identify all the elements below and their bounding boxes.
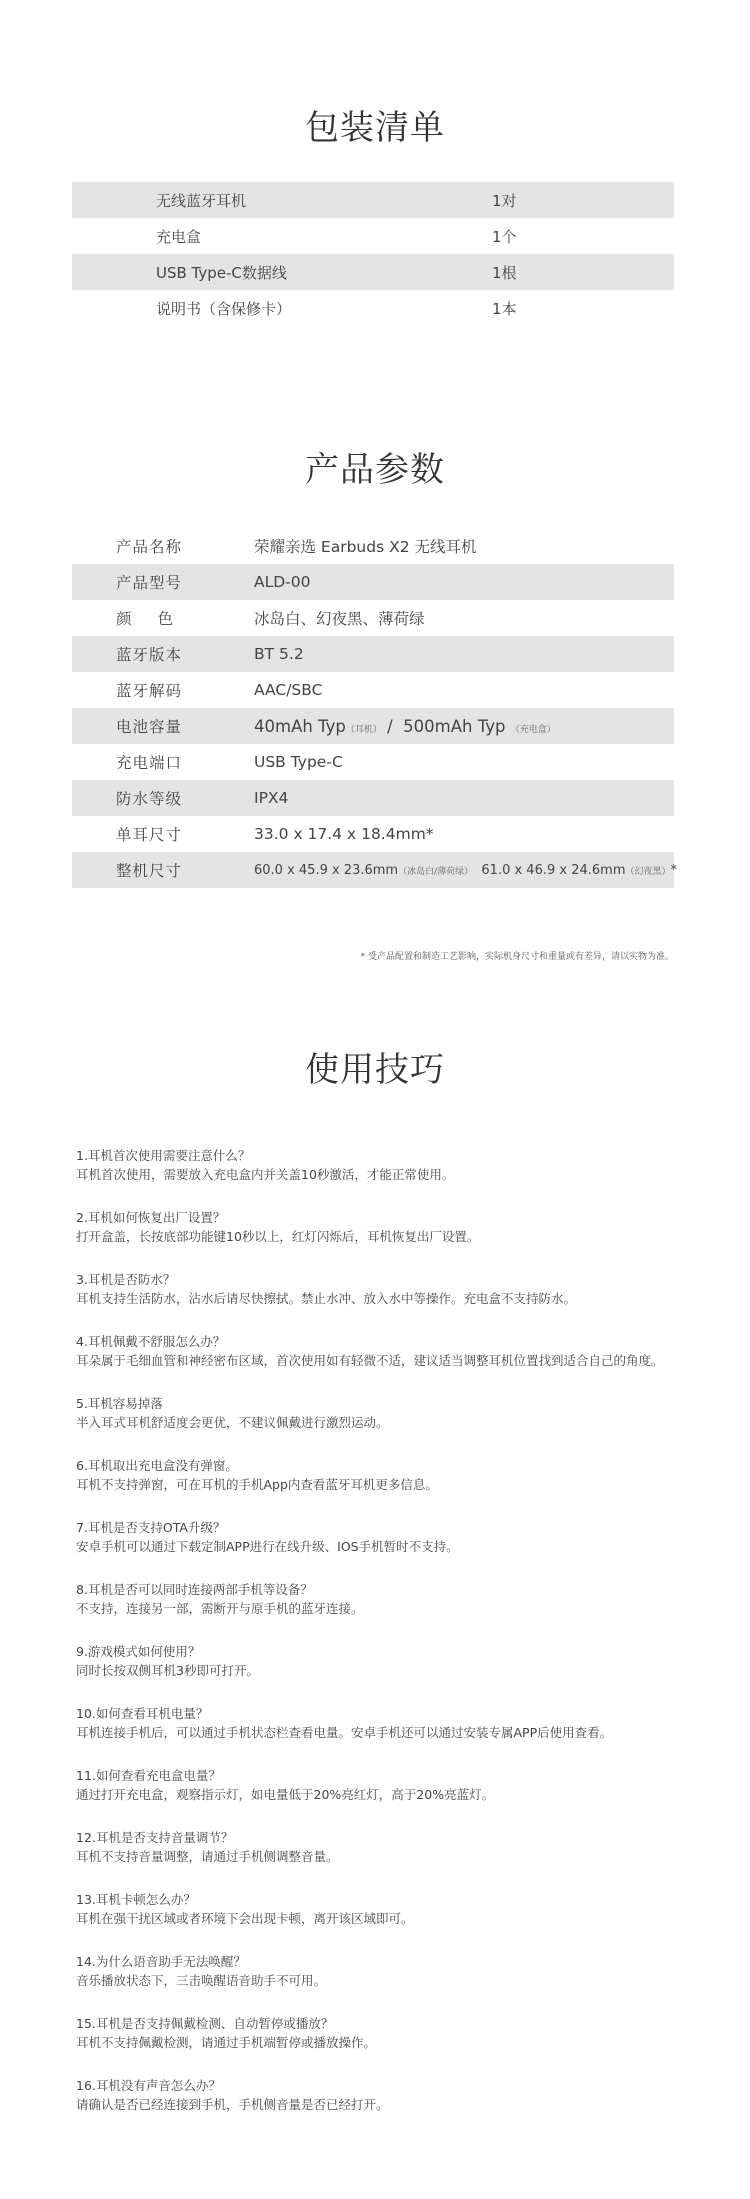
tip-question: 11.如何查看充电盒电量？ (76, 1768, 221, 1783)
tip-answer: 耳机不支持音量调整，请通过手机侧调整音量。 (76, 1849, 339, 1864)
param-label: 电池容量 (116, 718, 183, 736)
tip-item (76, 1766, 686, 1804)
tip-answer: 耳机在强干扰区域或者环境下会出现卡顿，离开该区域即可。 (76, 1911, 414, 1926)
tip-question: 6.耳机取出充电盒没有弹窗。 (76, 1458, 238, 1473)
packing-qty: 1对 (492, 191, 517, 210)
tip-item (76, 1518, 686, 1556)
param-value: BT 5.2 (254, 645, 304, 663)
tip-question: 4.耳机佩戴不舒服怎么办？ (76, 1334, 226, 1349)
param-value: 荣耀亲选 Earbuds X2 无线耳机 (254, 538, 477, 556)
param-row-battery (72, 708, 674, 744)
packing-item: 充电盒 (156, 227, 202, 246)
param-value: IPX4 (254, 789, 289, 807)
tip-item (76, 2076, 686, 2114)
tip-answer: 耳朵属于毛细血管和神经密布区域，首次使用如有轻微不适，建议适当调整耳机位置找到适合自己的角度。 (76, 1353, 664, 1368)
tip-question: 3.耳机是否防水？ (76, 1272, 176, 1287)
tip-question: 7.耳机是否支持OTA升级？ (76, 1520, 226, 1535)
usage-tips-list (76, 1146, 686, 2138)
size-light-value: 60.0 x 45.9 x 23.6mm (254, 862, 399, 878)
tip-answer: 通过打开充电盒，观察指示灯，如电量低于20%亮红灯，高于20%亮蓝灯。 (76, 1787, 495, 1802)
tip-answer: 打开盒盖，长按底部功能键10秒以上，红灯闪烁后，耳机恢复出厂设置。 (76, 1229, 480, 1244)
packing-row (72, 290, 674, 326)
battery-earbud-value: 40mAh Typ (254, 716, 346, 736)
packing-item: 说明书（含保修卡） (156, 299, 292, 318)
param-row-overall-size (72, 852, 678, 888)
product-params-title: 产品参数 (305, 450, 445, 490)
packing-row (72, 254, 674, 290)
tip-question: 9.游戏模式如何使用？ (76, 1644, 201, 1659)
param-value: 33.0 x 17.4 x 18.4mm* (254, 825, 434, 843)
tip-answer: 耳机不支持弹窗，可在耳机的手机App内查看蓝牙耳机更多信息。 (76, 1477, 438, 1492)
tip-question: 10.如何查看耳机电量？ (76, 1706, 209, 1721)
tip-question: 14.为什么语音助手无法唤醒？ (76, 1954, 246, 1969)
tip-question: 2.耳机如何恢复出厂设置？ (76, 1210, 226, 1225)
tip-answer: 音乐播放状态下，三击唤醒语音助手不可用。 (76, 1973, 327, 1988)
params-footnote: * 受产品配置和制造工艺影响，实际机身尺寸和重量或有差异，请以实物为准。 (360, 952, 674, 962)
param-row-color (72, 600, 674, 636)
usage-tips-title: 使用技巧 (305, 1050, 445, 1090)
tip-question: 1.耳机首次使用需要注意什么？ (76, 1148, 251, 1163)
tip-item (76, 1456, 686, 1494)
tip-answer: 不支持，连接另一部，需断开与原手机的蓝牙连接。 (76, 1601, 364, 1616)
param-label: 防水等级 (116, 790, 183, 808)
packing-item: USB Type-C数据线 (156, 263, 287, 282)
param-label: 整机尺寸 (116, 862, 183, 880)
tip-item (76, 1394, 686, 1432)
param-value: 冰岛白、幻夜黑、薄荷绿 (254, 610, 425, 628)
packing-row (72, 182, 674, 218)
tip-answer: 半入耳式耳机舒适度会更优，不建议佩戴进行激烈运动。 (76, 1415, 389, 1430)
tip-item (76, 1270, 686, 1308)
param-label: 充电端口 (116, 754, 183, 772)
param-row-port (72, 744, 674, 780)
tip-item (76, 1890, 686, 1928)
packing-qty: 1个 (492, 227, 517, 246)
packing-qty: 1根 (492, 263, 517, 282)
packing-qty: 1本 (492, 299, 517, 318)
param-label: 颜色 (116, 610, 200, 628)
tip-answer: 耳机连接手机后，可以通过手机状态栏查看电量。安卓手机还可以通过安装专属APP后使用查看。 (76, 1725, 613, 1740)
tip-item (76, 1146, 686, 1184)
battery-earbud-note: （耳机） (345, 724, 382, 735)
tip-item (76, 1952, 686, 1990)
size-light-note: （冰岛白/薄荷绿） (398, 866, 474, 877)
param-label: 产品名称 (116, 538, 183, 556)
packing-list-table (72, 182, 674, 326)
tip-question: 13.耳机卡顿怎么办？ (76, 1892, 196, 1907)
packing-list-title: 包装清单 (305, 108, 445, 148)
size-dark-note: （幻夜黑） (625, 866, 671, 877)
param-row-name (72, 528, 674, 564)
tip-item (76, 1828, 686, 1866)
param-value: ALD-00 (254, 573, 311, 591)
tip-item (76, 1208, 686, 1246)
param-row-waterproof (72, 780, 674, 816)
param-label: 蓝牙版本 (116, 646, 183, 664)
param-value (254, 717, 556, 736)
battery-case-value: 500mAh Typ (403, 716, 506, 736)
tip-answer: 耳机首次使用，需要放入充电盒内并关盖10秒激活，才能正常使用。 (76, 1167, 455, 1182)
tip-answer: 同时长按双侧耳机3秒即可打开。 (76, 1663, 259, 1678)
param-row-codec (72, 672, 674, 708)
tip-question: 16.耳机没有声音怎么办？ (76, 2078, 221, 2093)
battery-separator: / (387, 716, 393, 736)
size-asterisk: * (670, 862, 678, 878)
tip-item (76, 1332, 686, 1370)
battery-case-note: （充电盒） (510, 724, 556, 735)
param-row-bt-version (72, 636, 674, 672)
packing-row (72, 218, 674, 254)
param-label: 产品型号 (116, 574, 183, 592)
tip-question: 5.耳机容易掉落 (76, 1396, 163, 1411)
size-dark-value: 61.0 x 46.9 x 24.6mm (481, 862, 626, 878)
param-row-earbud-size (72, 816, 674, 852)
tip-answer: 请确认是否已经连接到手机，手机侧音量是否已经打开。 (76, 2097, 389, 2112)
param-label: 蓝牙解码 (116, 682, 183, 700)
tip-question: 8.耳机是否可以同时连接两部手机等设备？ (76, 1582, 313, 1597)
product-params-table (72, 528, 678, 888)
tip-question: 15.耳机是否支持佩戴检测、自动暂停或播放？ (76, 2016, 334, 2031)
tip-item (76, 1580, 686, 1618)
packing-item: 无线蓝牙耳机 (156, 191, 247, 210)
param-value: USB Type-C (254, 753, 343, 771)
param-label: 单耳尺寸 (116, 826, 183, 844)
tip-item (76, 2014, 686, 2052)
param-value: AAC/SBC (254, 681, 323, 699)
tip-item (76, 1704, 686, 1742)
tip-answer: 耳机不支持佩戴检测，请通过手机端暂停或播放操作。 (76, 2035, 377, 2050)
tip-answer: 安卓手机可以通过下载定制APP进行在线升级、IOS手机暂时不支持。 (76, 1539, 459, 1554)
param-value (254, 863, 677, 878)
tip-answer: 耳机支持生活防水，沾水后请尽快擦拭。禁止水冲、放入水中等操作。充电盒不支持防水。 (76, 1291, 577, 1306)
tip-item (76, 1642, 686, 1680)
param-row-model (72, 564, 674, 600)
tip-question: 12.耳机是否支持音量调节？ (76, 1830, 234, 1845)
